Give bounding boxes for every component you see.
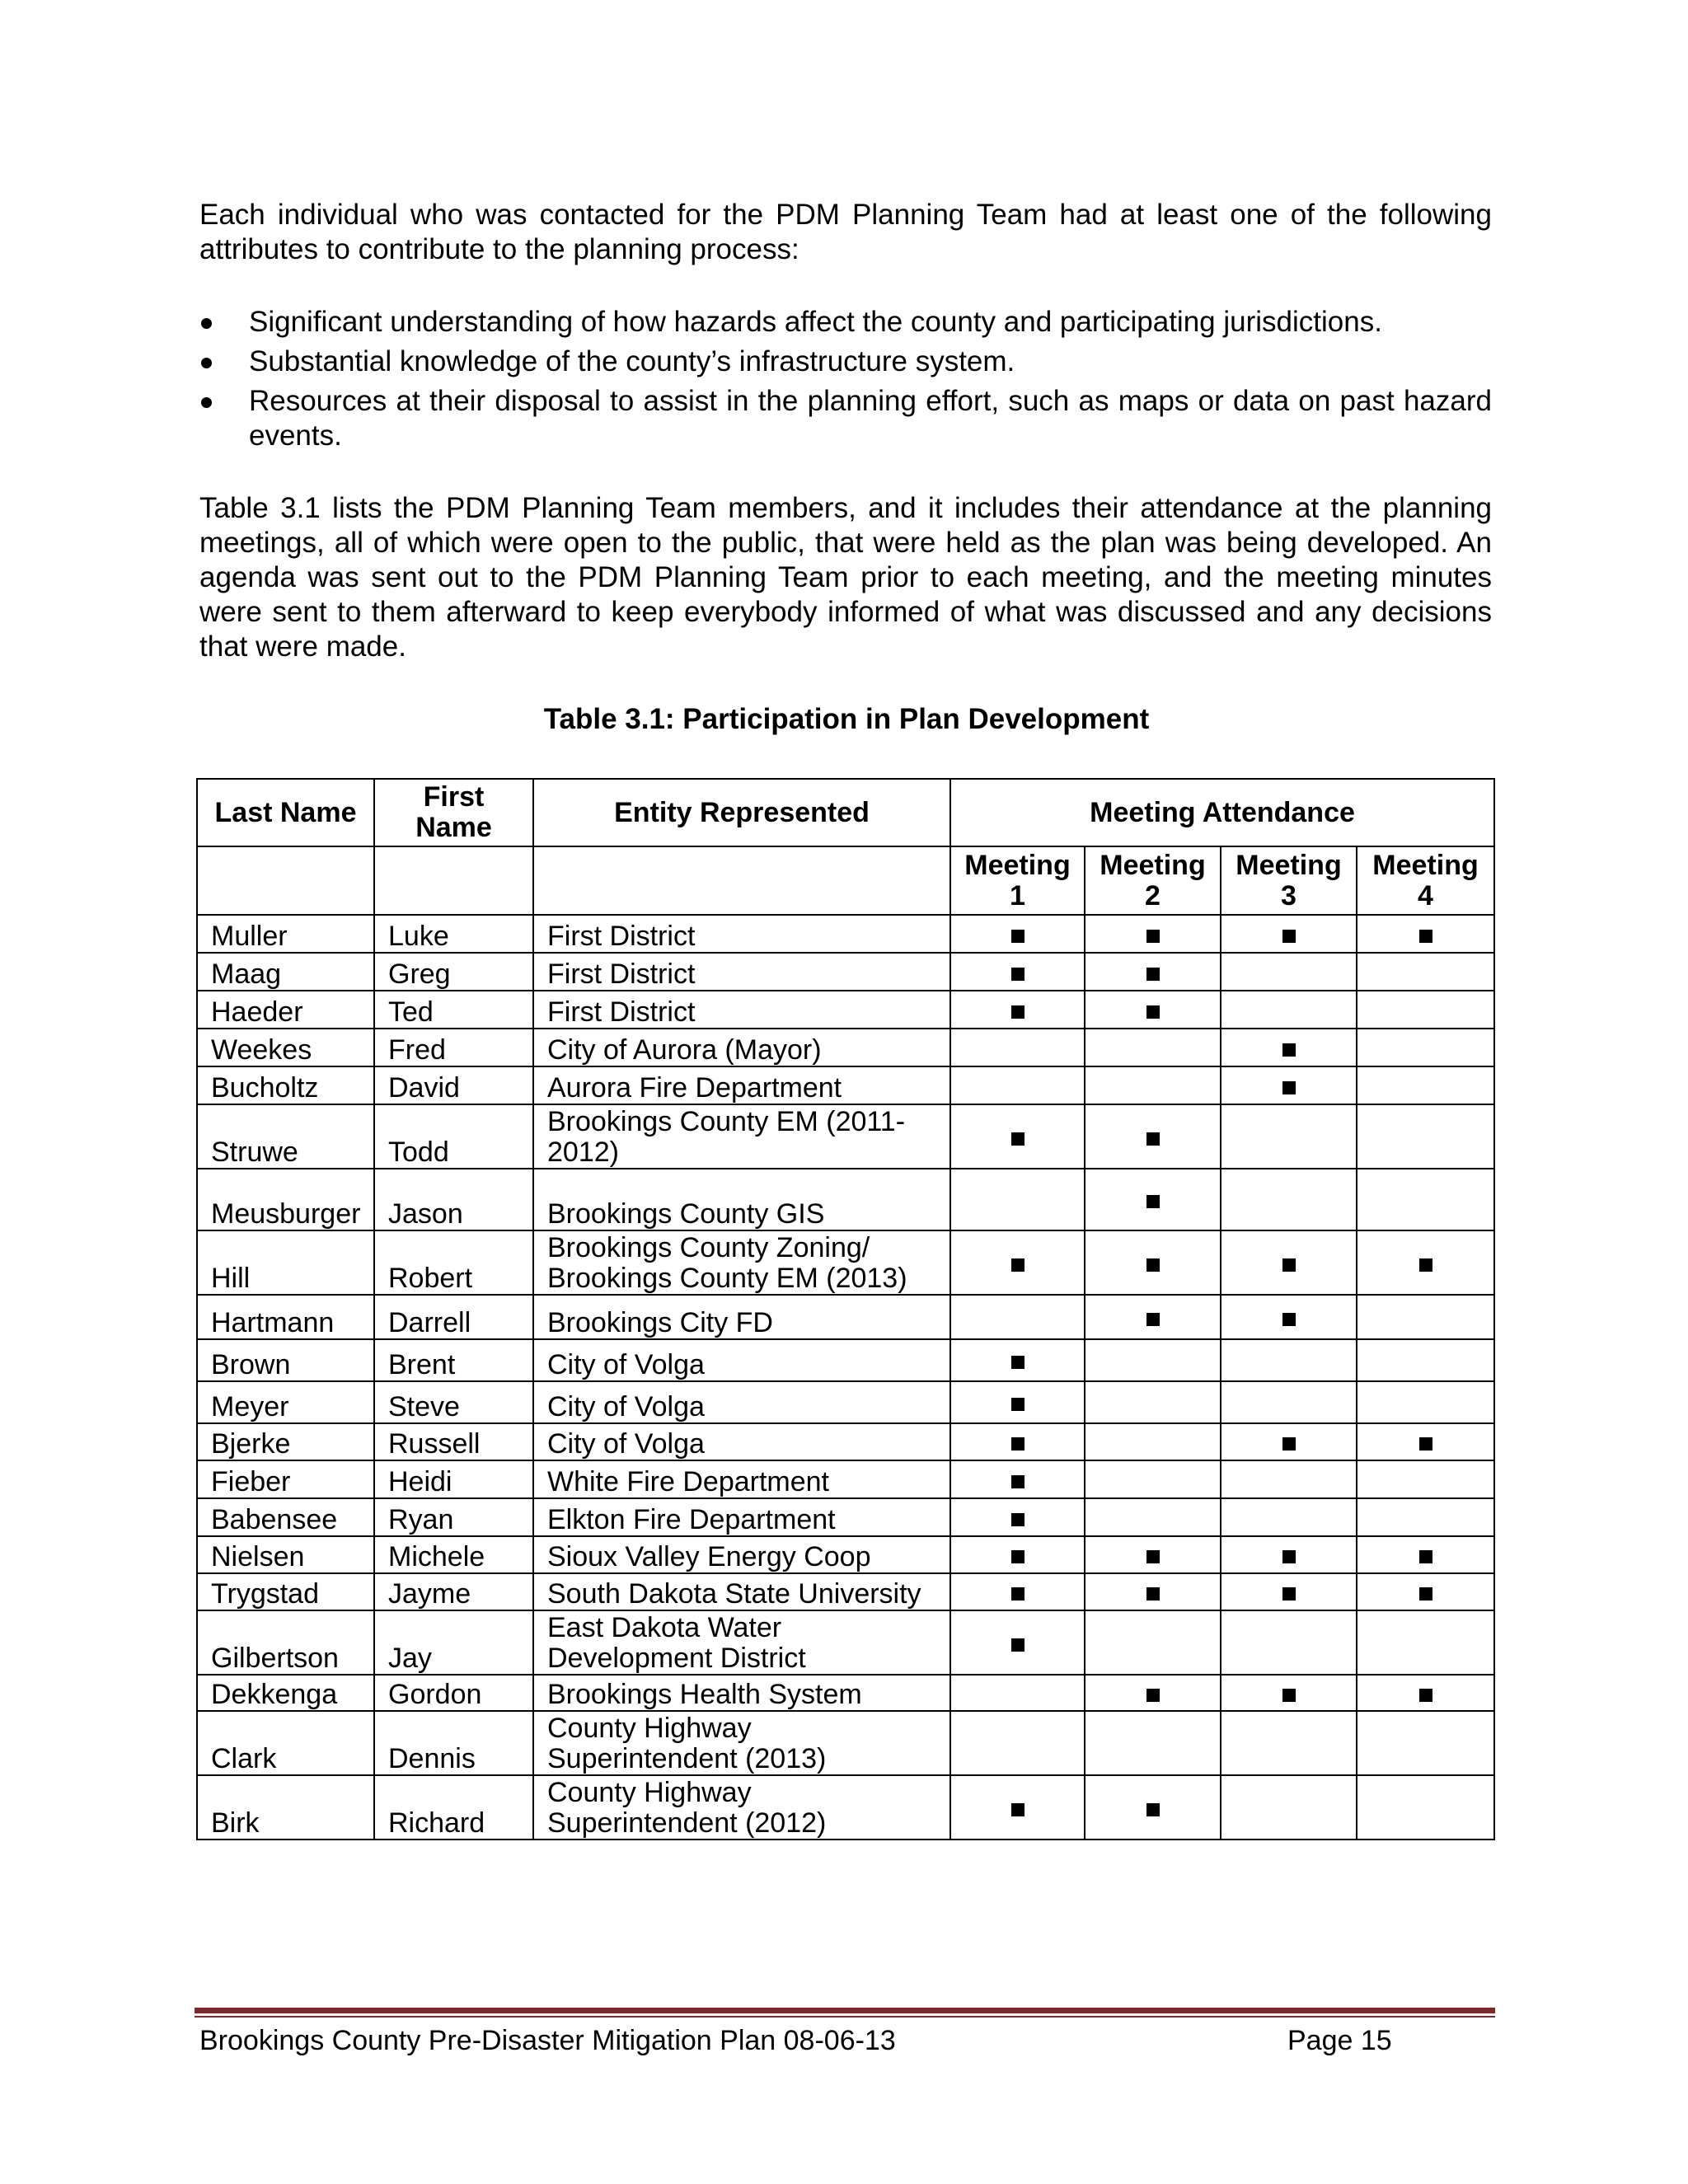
footer-rule bbox=[195, 2008, 1495, 2013]
cell-meeting-2 bbox=[1085, 1295, 1221, 1339]
cell-first-name: Fred bbox=[374, 1029, 533, 1066]
cell-meeting-1 bbox=[950, 1536, 1085, 1573]
cell-meeting-4 bbox=[1357, 1295, 1494, 1339]
cell-meeting-3 bbox=[1221, 1460, 1357, 1498]
cell-meeting-4 bbox=[1357, 1675, 1494, 1711]
attendance-mark-icon bbox=[1419, 930, 1432, 943]
attendance-mark-icon bbox=[1282, 1043, 1296, 1057]
header-meeting-1: Meeting 1 bbox=[950, 846, 1085, 915]
cell-meeting-2 bbox=[1085, 1066, 1221, 1104]
attendance-mark-icon bbox=[1282, 1550, 1296, 1563]
table-row bbox=[197, 915, 1494, 953]
list-item: Significant understanding of how hazards affect the county and participating jurisdictions. bbox=[199, 305, 1492, 340]
attendance-mark-icon bbox=[1282, 1437, 1296, 1451]
attendance-mark-icon bbox=[1146, 1587, 1160, 1601]
cell-meeting-2 bbox=[1085, 1169, 1221, 1230]
attendance-mark-icon bbox=[1146, 1550, 1160, 1563]
cell-first-name: Gordon bbox=[374, 1675, 533, 1711]
cell-meeting-4 bbox=[1357, 1460, 1494, 1498]
cell-last-name: Nielsen bbox=[197, 1536, 374, 1573]
cell-meeting-2 bbox=[1085, 1029, 1221, 1066]
attendance-mark-icon bbox=[1419, 1587, 1432, 1601]
bullet-icon bbox=[201, 318, 212, 329]
cell-meeting-1 bbox=[950, 953, 1085, 991]
cell-first-name: Luke bbox=[374, 915, 533, 953]
attendance-mark-icon bbox=[1146, 1803, 1160, 1816]
cell-meeting-4 bbox=[1357, 1169, 1494, 1230]
cell-meeting-4 bbox=[1357, 1066, 1494, 1104]
list-item: Resources at their disposal to assist in the planning effort, such as maps or data on past hazard events. bbox=[199, 384, 1492, 453]
table-intro-paragraph: Table 3.1 lists the PDM Planning Team members, and it includes their attendance at the planning meetings, all of which were open to the public, that were held as the plan was being developed. An agenda was sent out to the PDM Planning Team prior to each meeting, and the meeting minutes were sent to them afterward to keep everybody informed of what was discussed and any decisions that were made. bbox=[199, 492, 1492, 663]
cell-meeting-1 bbox=[950, 1423, 1085, 1460]
cell-first-name: Jason bbox=[374, 1169, 533, 1230]
cell-meeting-3 bbox=[1221, 1381, 1357, 1423]
bullet-icon bbox=[201, 358, 212, 368]
attendance-mark-icon bbox=[1011, 968, 1025, 981]
table-row bbox=[197, 1498, 1494, 1536]
table-body bbox=[197, 915, 1494, 1840]
cell-meeting-2 bbox=[1085, 1536, 1221, 1573]
attendance-mark-icon bbox=[1011, 1258, 1025, 1272]
attendance-mark-icon bbox=[1011, 1638, 1025, 1652]
attendance-mark-icon bbox=[1146, 1005, 1160, 1019]
attendance-mark-icon bbox=[1282, 1258, 1296, 1272]
cell-first-name: Steve bbox=[374, 1381, 533, 1423]
subheader-empty bbox=[374, 846, 533, 915]
cell-meeting-1 bbox=[950, 991, 1085, 1029]
cell-entity: Sioux Valley Energy Coop bbox=[533, 1536, 950, 1573]
header-meeting-2: Meeting 2 bbox=[1085, 846, 1221, 915]
cell-entity: East Dakota Water Development District bbox=[533, 1610, 950, 1675]
cell-meeting-1 bbox=[950, 1230, 1085, 1295]
cell-last-name: Hill bbox=[197, 1230, 374, 1295]
cell-meeting-2 bbox=[1085, 1498, 1221, 1536]
cell-first-name: Russell bbox=[374, 1423, 533, 1460]
cell-entity: Brookings City FD bbox=[533, 1295, 950, 1339]
attendance-mark-icon bbox=[1011, 1132, 1025, 1146]
table-row bbox=[197, 1711, 1494, 1775]
cell-last-name: Hartmann bbox=[197, 1295, 374, 1339]
intro-paragraph: Each individual who was contacted for the PDM Planning Team had at least one of the following attributes to contribute to the planning process: bbox=[199, 199, 1492, 265]
cell-entity: Brookings County GIS bbox=[533, 1169, 950, 1230]
cell-meeting-2 bbox=[1085, 1104, 1221, 1169]
attribute-list bbox=[199, 305, 1492, 453]
cell-last-name: Birk bbox=[197, 1775, 374, 1840]
cell-meeting-2 bbox=[1085, 1381, 1221, 1423]
cell-last-name: Struwe bbox=[197, 1104, 374, 1169]
cell-meeting-1 bbox=[950, 1104, 1085, 1169]
cell-last-name: Clark bbox=[197, 1711, 374, 1775]
attendance-mark-icon bbox=[1146, 1195, 1160, 1208]
attendance-mark-icon bbox=[1419, 1689, 1432, 1702]
cell-entity: City of Aurora (Mayor) bbox=[533, 1029, 950, 1066]
cell-entity: County Highway Superintendent (2013) bbox=[533, 1711, 950, 1775]
header-entity: Entity Represented bbox=[533, 779, 950, 846]
cell-meeting-1 bbox=[950, 1169, 1085, 1230]
attendance-mark-icon bbox=[1282, 1689, 1296, 1702]
cell-meeting-4 bbox=[1357, 1775, 1494, 1840]
cell-meeting-1 bbox=[950, 1675, 1085, 1711]
attendance-mark-icon bbox=[1011, 930, 1025, 943]
attendance-mark-icon bbox=[1282, 1313, 1296, 1326]
cell-meeting-1 bbox=[950, 1460, 1085, 1498]
cell-meeting-3 bbox=[1221, 1104, 1357, 1169]
cell-meeting-4 bbox=[1357, 1230, 1494, 1295]
table-row bbox=[197, 1295, 1494, 1339]
cell-meeting-4 bbox=[1357, 1498, 1494, 1536]
cell-meeting-2 bbox=[1085, 1610, 1221, 1675]
table-row bbox=[197, 1573, 1494, 1610]
cell-meeting-1 bbox=[950, 1339, 1085, 1381]
cell-meeting-3 bbox=[1221, 1775, 1357, 1840]
cell-meeting-2 bbox=[1085, 1423, 1221, 1460]
cell-last-name: Muller bbox=[197, 915, 374, 953]
cell-meeting-3 bbox=[1221, 1029, 1357, 1066]
cell-last-name: Bjerke bbox=[197, 1423, 374, 1460]
cell-meeting-4 bbox=[1357, 1104, 1494, 1169]
cell-meeting-4 bbox=[1357, 953, 1494, 991]
cell-meeting-3 bbox=[1221, 1573, 1357, 1610]
header-meeting-attendance: Meeting Attendance bbox=[950, 779, 1494, 846]
cell-meeting-2 bbox=[1085, 1675, 1221, 1711]
cell-entity: City of Volga bbox=[533, 1423, 950, 1460]
cell-entity: City of Volga bbox=[533, 1381, 950, 1423]
cell-last-name: Gilbertson bbox=[197, 1610, 374, 1675]
cell-entity: City of Volga bbox=[533, 1339, 950, 1381]
cell-meeting-2 bbox=[1085, 1775, 1221, 1840]
cell-entity: White Fire Department bbox=[533, 1460, 950, 1498]
cell-first-name: Brent bbox=[374, 1339, 533, 1381]
cell-first-name: Ryan bbox=[374, 1498, 533, 1536]
cell-meeting-3 bbox=[1221, 1339, 1357, 1381]
attendance-mark-icon bbox=[1282, 930, 1296, 943]
cell-meeting-1 bbox=[950, 1573, 1085, 1610]
cell-meeting-4 bbox=[1357, 1711, 1494, 1775]
cell-meeting-3 bbox=[1221, 915, 1357, 953]
subheader-row bbox=[197, 846, 1494, 915]
cell-last-name: Maag bbox=[197, 953, 374, 991]
cell-meeting-1 bbox=[950, 1066, 1085, 1104]
table-row bbox=[197, 1460, 1494, 1498]
cell-entity: South Dakota State University bbox=[533, 1573, 950, 1610]
table-row bbox=[197, 1675, 1494, 1711]
cell-first-name: Jayme bbox=[374, 1573, 533, 1610]
attendance-mark-icon bbox=[1282, 1081, 1296, 1094]
header-meeting-3: Meeting 3 bbox=[1221, 846, 1357, 915]
cell-meeting-3 bbox=[1221, 991, 1357, 1029]
attendance-mark-icon bbox=[1146, 1258, 1160, 1272]
table-row bbox=[197, 1339, 1494, 1381]
cell-meeting-3 bbox=[1221, 1295, 1357, 1339]
cell-meeting-2 bbox=[1085, 1230, 1221, 1295]
table-row bbox=[197, 991, 1494, 1029]
table-row bbox=[197, 1029, 1494, 1066]
cell-meeting-1 bbox=[950, 1029, 1085, 1066]
attendance-mark-icon bbox=[1011, 1513, 1025, 1526]
cell-last-name: Fieber bbox=[197, 1460, 374, 1498]
cell-first-name: Greg bbox=[374, 953, 533, 991]
header-meeting-4: Meeting 4 bbox=[1357, 846, 1494, 915]
cell-meeting-3 bbox=[1221, 1423, 1357, 1460]
cell-meeting-3 bbox=[1221, 1498, 1357, 1536]
attendance-mark-icon bbox=[1146, 1689, 1160, 1702]
cell-meeting-2 bbox=[1085, 991, 1221, 1029]
table-row bbox=[197, 1536, 1494, 1573]
cell-first-name: Robert bbox=[374, 1230, 533, 1295]
cell-meeting-4 bbox=[1357, 1610, 1494, 1675]
attendance-mark-icon bbox=[1011, 1437, 1025, 1451]
attendance-mark-icon bbox=[1419, 1550, 1432, 1563]
attendance-mark-icon bbox=[1419, 1437, 1432, 1451]
header-first-name: First Name bbox=[374, 779, 533, 846]
cell-entity: First District bbox=[533, 991, 950, 1029]
cell-meeting-2 bbox=[1085, 915, 1221, 953]
bullet-icon bbox=[201, 397, 212, 408]
attendance-mark-icon bbox=[1146, 930, 1160, 943]
cell-first-name: Dennis bbox=[374, 1711, 533, 1775]
table-row bbox=[197, 1775, 1494, 1840]
cell-last-name: Haeder bbox=[197, 991, 374, 1029]
cell-meeting-1 bbox=[950, 1498, 1085, 1536]
cell-last-name: Meusburger bbox=[197, 1169, 374, 1230]
cell-first-name: Todd bbox=[374, 1104, 533, 1169]
cell-meeting-3 bbox=[1221, 1169, 1357, 1230]
subheader-empty bbox=[533, 846, 950, 915]
header-last-name: Last Name bbox=[197, 779, 374, 846]
cell-last-name: Weekes bbox=[197, 1029, 374, 1066]
header-row bbox=[197, 779, 1494, 846]
attendance-mark-icon bbox=[1011, 1356, 1025, 1369]
participation-table bbox=[196, 778, 1495, 1840]
cell-first-name: David bbox=[374, 1066, 533, 1104]
cell-entity: First District bbox=[533, 915, 950, 953]
attendance-mark-icon bbox=[1282, 1587, 1296, 1601]
cell-first-name: Jay bbox=[374, 1610, 533, 1675]
cell-meeting-2 bbox=[1085, 1573, 1221, 1610]
cell-first-name: Michele bbox=[374, 1536, 533, 1573]
cell-meeting-2 bbox=[1085, 1711, 1221, 1775]
footer-rule-thin bbox=[195, 2016, 1495, 2018]
attendance-mark-icon bbox=[1146, 1313, 1160, 1326]
cell-entity: Brookings County EM (2011- 2012) bbox=[533, 1104, 950, 1169]
table-row bbox=[197, 1066, 1494, 1104]
cell-entity: Aurora Fire Department bbox=[533, 1066, 950, 1104]
cell-meeting-1 bbox=[950, 1610, 1085, 1675]
cell-entity: Brookings County Zoning/ Brookings County EM (2013) bbox=[533, 1230, 950, 1295]
cell-last-name: Babensee bbox=[197, 1498, 374, 1536]
cell-entity: First District bbox=[533, 953, 950, 991]
table-row bbox=[197, 1230, 1494, 1295]
attendance-mark-icon bbox=[1011, 1475, 1025, 1488]
cell-entity: Brookings Health System bbox=[533, 1675, 950, 1711]
cell-meeting-1 bbox=[950, 1295, 1085, 1339]
cell-last-name: Meyer bbox=[197, 1381, 374, 1423]
cell-meeting-3 bbox=[1221, 1536, 1357, 1573]
attendance-mark-icon bbox=[1011, 1550, 1025, 1563]
subheader-empty bbox=[197, 846, 374, 915]
attendance-mark-icon bbox=[1011, 1587, 1025, 1601]
cell-meeting-1 bbox=[950, 915, 1085, 953]
attendance-mark-icon bbox=[1011, 1803, 1025, 1816]
cell-last-name: Trygstad bbox=[197, 1573, 374, 1610]
cell-last-name: Dekkenga bbox=[197, 1675, 374, 1711]
table-caption: Table 3.1: Participation in Plan Development bbox=[543, 703, 1150, 735]
cell-first-name: Darrell bbox=[374, 1295, 533, 1339]
table-row bbox=[197, 1423, 1494, 1460]
attendance-mark-icon bbox=[1011, 1005, 1025, 1019]
cell-meeting-2 bbox=[1085, 1339, 1221, 1381]
cell-meeting-3 bbox=[1221, 953, 1357, 991]
table-row bbox=[197, 1169, 1494, 1230]
attendance-mark-icon bbox=[1419, 1258, 1432, 1272]
cell-first-name: Richard bbox=[374, 1775, 533, 1840]
table-row bbox=[197, 1104, 1494, 1169]
cell-meeting-3 bbox=[1221, 1230, 1357, 1295]
cell-first-name: Ted bbox=[374, 991, 533, 1029]
cell-meeting-3 bbox=[1221, 1066, 1357, 1104]
page-number: Page 15 bbox=[1287, 2025, 1392, 2056]
cell-meeting-1 bbox=[950, 1381, 1085, 1423]
cell-meeting-3 bbox=[1221, 1610, 1357, 1675]
cell-meeting-4 bbox=[1357, 1423, 1494, 1460]
cell-meeting-4 bbox=[1357, 915, 1494, 953]
footer-title: Brookings County Pre-Disaster Mitigation Plan 08-06-13 bbox=[199, 2025, 896, 2056]
table-row bbox=[197, 1610, 1494, 1675]
cell-meeting-2 bbox=[1085, 953, 1221, 991]
table-row bbox=[197, 1381, 1494, 1423]
cell-meeting-1 bbox=[950, 1775, 1085, 1840]
cell-meeting-4 bbox=[1357, 1029, 1494, 1066]
cell-last-name: Bucholtz bbox=[197, 1066, 374, 1104]
attendance-mark-icon bbox=[1011, 1398, 1025, 1411]
attendance-mark-icon bbox=[1146, 968, 1160, 981]
cell-first-name: Heidi bbox=[374, 1460, 533, 1498]
list-item: Substantial knowledge of the county’s infrastructure system. bbox=[199, 344, 1492, 379]
cell-meeting-3 bbox=[1221, 1711, 1357, 1775]
cell-meeting-4 bbox=[1357, 1573, 1494, 1610]
table-row bbox=[197, 953, 1494, 991]
attendance-mark-icon bbox=[1146, 1132, 1160, 1146]
cell-meeting-4 bbox=[1357, 1381, 1494, 1423]
cell-entity: County Highway Superintendent (2012) bbox=[533, 1775, 950, 1840]
cell-entity: Elkton Fire Department bbox=[533, 1498, 950, 1536]
cell-meeting-4 bbox=[1357, 991, 1494, 1029]
cell-meeting-3 bbox=[1221, 1675, 1357, 1711]
cell-meeting-2 bbox=[1085, 1460, 1221, 1498]
cell-meeting-4 bbox=[1357, 1339, 1494, 1381]
cell-meeting-1 bbox=[950, 1711, 1085, 1775]
body-content bbox=[199, 198, 1492, 737]
cell-meeting-4 bbox=[1357, 1536, 1494, 1573]
cell-last-name: Brown bbox=[197, 1339, 374, 1381]
